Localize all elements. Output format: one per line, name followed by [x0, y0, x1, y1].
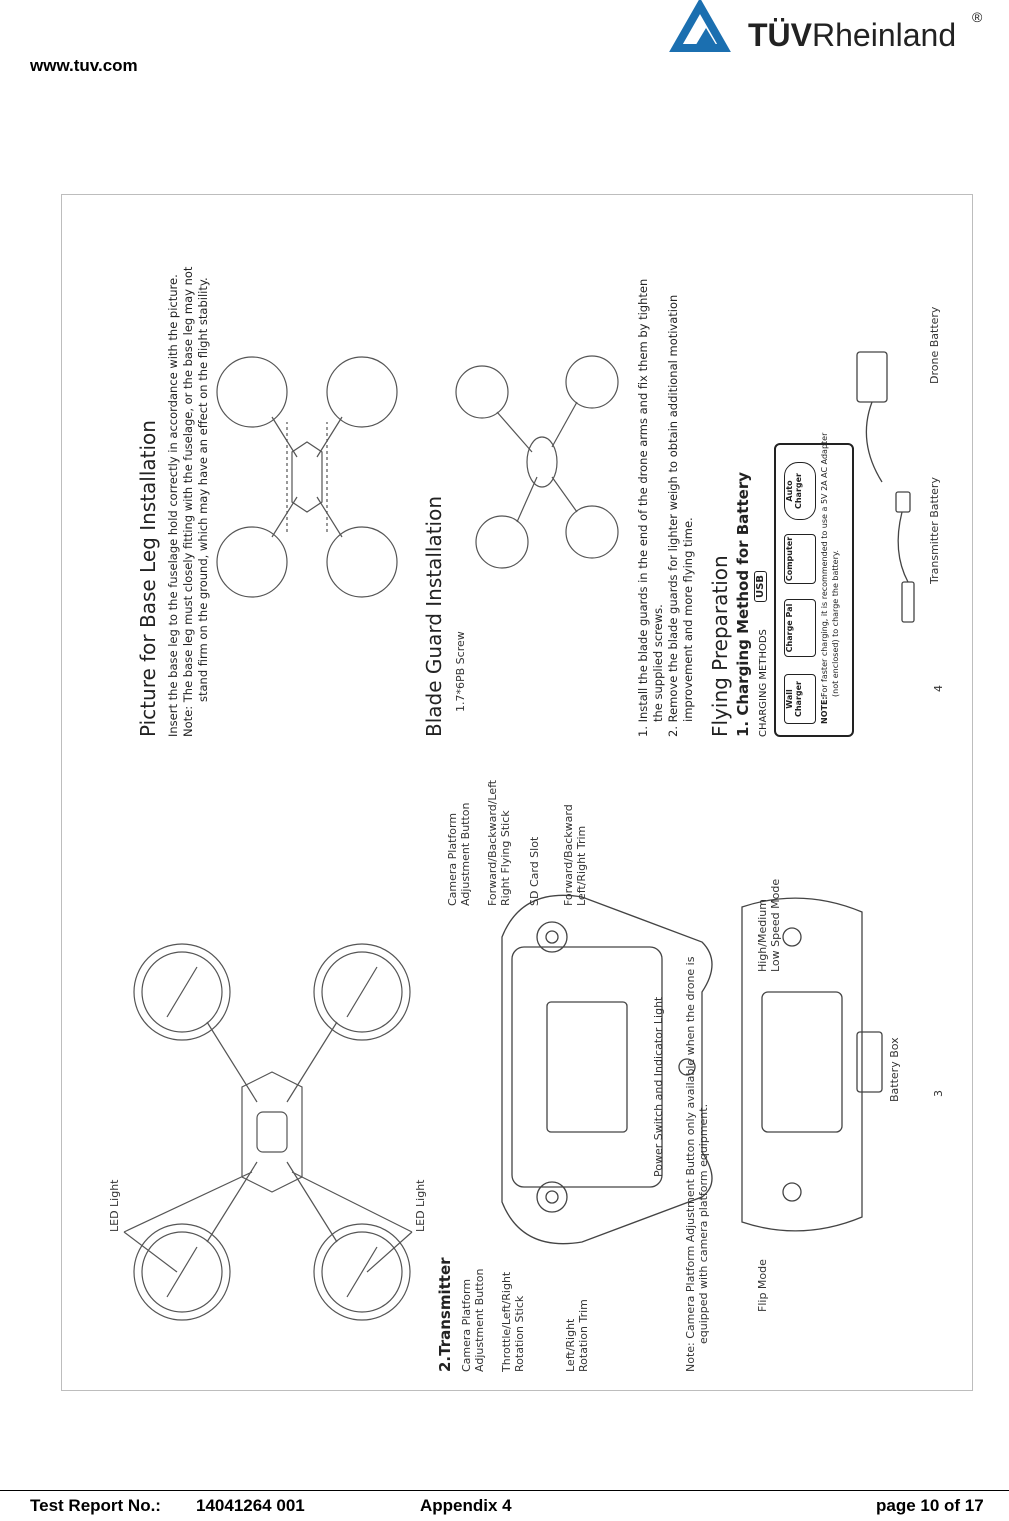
drone-battery-label: Drone Battery — [928, 306, 941, 384]
throttle-stick-label: Throttle/Left/Right Rotation Stick — [500, 1271, 526, 1372]
website-url[interactable]: www.tuv.com — [30, 56, 138, 75]
left-page-number: 3 — [932, 1090, 945, 1097]
flying-prep-title: Flying Preparation — [708, 555, 732, 737]
appendix-label: Appendix 4 — [420, 1496, 512, 1515]
note-text-2: (not enclosed) to charge the battery. — [831, 549, 840, 697]
fb-trim-label: Forward/Backward Left/Right Trim — [562, 804, 588, 906]
charging-title: 1. Charging Method for Battery — [734, 472, 752, 737]
blade-item-2b: improvement and more flying time. — [681, 517, 695, 722]
camera-note: Note: Camera Platform Adjustment Button only available when the drone is equipped with camera platform equipment. — [684, 956, 710, 1372]
base-leg-text-1: Insert the base leg to the fuselage hold correctly in accordance with the picture. — [166, 274, 180, 737]
power-switch-label: Power Switch and Indicator Light — [652, 996, 665, 1177]
base-leg-illustration — [212, 342, 412, 602]
wall-charger-device: Wall Charger — [784, 674, 816, 724]
note-text-1: For faster charging, it is recommended to use a 5V 2A AC Adapter — [820, 432, 829, 697]
base-leg-text-2: Note: The base leg must closely fitting with the fuselage, or the base leg may not — [181, 266, 195, 737]
screw-label: 1.7*6PB Screw — [454, 631, 467, 712]
report-label: Test Report No.: — [30, 1496, 161, 1515]
blade-item-1b: the supplied screws. — [651, 604, 665, 722]
battery-box-label: Battery Box — [888, 1037, 901, 1102]
camera-platform-right-label: Camera Platform Adjustment Button — [446, 802, 472, 906]
led-light-label-top: LED Light — [108, 1179, 121, 1232]
speed-mode-label: High/Medium Low Speed Mode — [756, 878, 782, 972]
blade-item-2a: 2. Remove the blade guards for lighter weigh to obtain additional motivation — [666, 294, 680, 737]
rotation-trim-label: Left/Right Rotation Trim — [564, 1299, 590, 1372]
flying-stick-label: Forward/Backward/Left Right Flying Stick — [486, 779, 512, 906]
transmitter-battery-label: Transmitter Battery — [928, 477, 941, 584]
transmitter-title: 2.Transmitter — [436, 1257, 454, 1372]
base-leg-text-3: stand firm on the ground, which may have an effect on the flight stability. — [196, 277, 210, 702]
base-leg-title: Picture for Base Leg Installation — [136, 420, 160, 737]
usb-badge: USB — [754, 571, 767, 602]
note-label: NOTE: — [820, 696, 829, 724]
rotated-manual — [62, 195, 973, 1391]
svg-text:®: ® — [972, 9, 983, 25]
manual-scan — [61, 194, 973, 1391]
blade-guard-illustration — [442, 332, 642, 592]
camera-platform-left-label: Camera Platform Adjustment Button — [460, 1268, 486, 1372]
sd-card-label: SD Card Slot — [528, 836, 541, 906]
charge-pal-device: Charge Pal — [784, 599, 816, 657]
charging-methods-label: CHARGING METHODS — [758, 629, 769, 737]
page-indicator: page 10 of 17 — [876, 1496, 984, 1515]
right-page-number: 4 — [932, 685, 945, 692]
svg-text:TÜVRheinland: TÜVRheinland — [748, 17, 957, 53]
tuv-logo — [668, 0, 998, 56]
auto-charger-device: Auto Charger — [784, 462, 816, 520]
led-light-label-bottom: LED Light — [414, 1179, 427, 1232]
report-number: 14041264 001 — [196, 1496, 305, 1515]
blade-guard-title: Blade Guard Installation — [422, 495, 446, 737]
flip-mode-label: Flip Mode — [756, 1259, 769, 1312]
footer-rule — [0, 1490, 1009, 1491]
computer-device: Computer — [784, 534, 816, 584]
blade-item-1a: 1. Install the blade guards in the end of the drone arms and fix them by tighten — [636, 278, 650, 737]
